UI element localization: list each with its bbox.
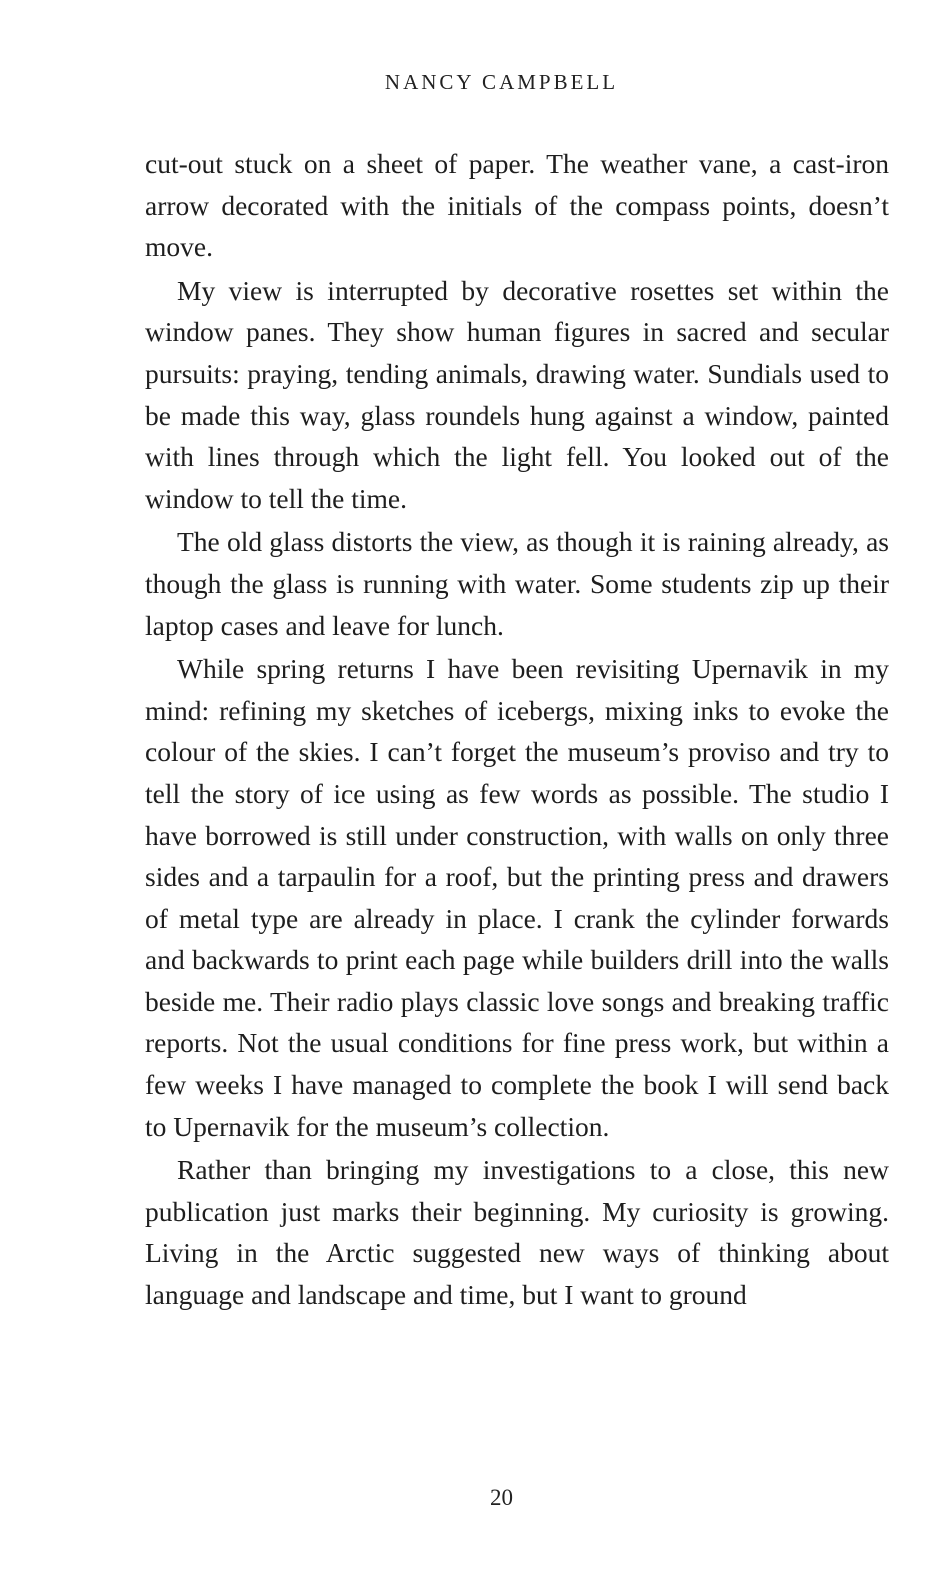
- page-number: 20: [490, 1485, 513, 1510]
- paragraph-5: Rather than bringing my investigations to a close, this new publication just marks their beginning. My curiosity is growing. Living in the Arctic suggested new ways of thinking about language and landscape and time, but I want to ground: [145, 1154, 889, 1311]
- paragraph-3: The old glass distorts the view, as though it is raining already, as though the glass is running with water. Some students zip up their laptop cases and leave for lunch.: [145, 526, 889, 641]
- paragraph-2: My view is interrupted by decorative rosettes set within the window panes. They show human figures in sacred and secular pursuits: praying, tending animals, drawing water. Sundials used to be made this way, glass roundels hung against a window, painted with lines through which the light fell. You looked out of the window to tell the time.: [145, 274, 889, 514]
- body-text: [145, 143, 889, 1316]
- paragraph-1: cut-out stuck on a sheet of paper. The weather vane, a cast-iron arrow decorated with the initials of the compass points, doesn’t move.: [145, 148, 889, 263]
- running-head: NANCY CAMPBELL: [384, 70, 619, 94]
- paragraph-4: While spring returns I have been revisiting Upernavik in my mind: refining my sketches of icebergs, mixing inks to evoke the colour of the skies. I can’t forget the museum’s proviso and try to tell the story of ice using as few words as possible. The studio I have borrowed is still under construction, with walls on only three sides and a tarpaulin for a roof, but the printing press and drawers of metal type are already in place. I crank the cylinder forwards and backwards to print each page while builders drill into the walls beside me. Their radio plays classic love songs and breaking traffic reports. Not the usual conditions for fine press work, but within a few weeks I have managed to complete the book I will send back to Upernavik for the museum’s collection.: [145, 653, 889, 1142]
